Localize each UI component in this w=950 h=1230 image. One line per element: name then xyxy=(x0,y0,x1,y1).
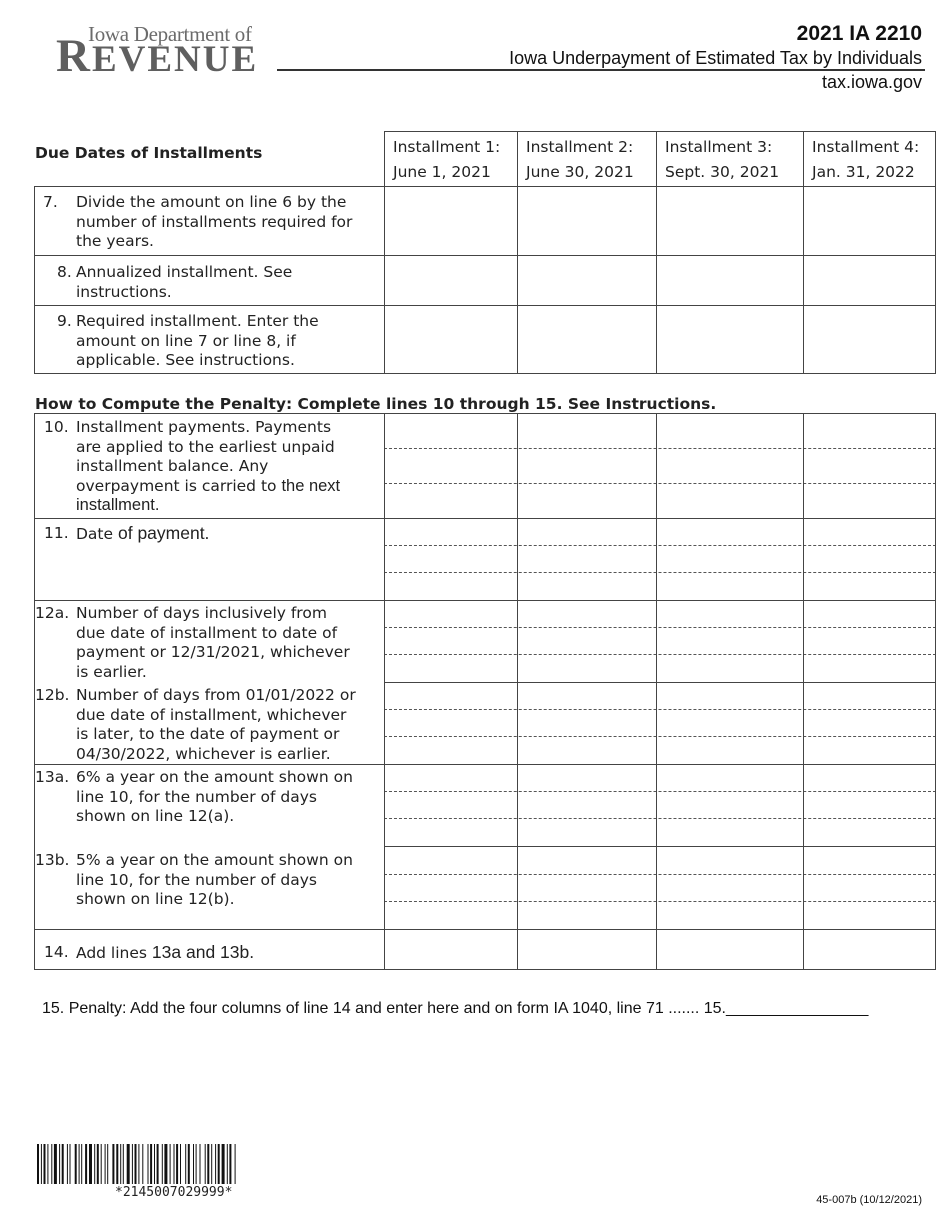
line-7-text-1: Divide the amount on line 6 by the xyxy=(76,193,347,211)
grid-line xyxy=(34,255,936,256)
line-8-text-1: Annualized installment. See xyxy=(76,263,293,281)
barcode-bar xyxy=(79,1144,80,1184)
grid-line xyxy=(34,518,936,519)
barcode-bar xyxy=(218,1144,220,1184)
installment-4-label: Installment 4: xyxy=(812,138,920,156)
barcode-bar xyxy=(67,1144,68,1184)
installment-2-label: Installment 2: xyxy=(526,138,634,156)
line-10-text-1: Installment payments. Payments xyxy=(76,418,332,436)
line-13b-text-1: 5% a year on the amount shown on xyxy=(76,851,353,869)
line-7-text-3: the years. xyxy=(76,232,154,250)
entry-line xyxy=(384,627,936,628)
barcode-bar xyxy=(54,1144,57,1184)
line-10-text-4a: overpayment is carried to xyxy=(76,476,282,495)
barcode-bar xyxy=(196,1144,197,1184)
line-12a-label xyxy=(76,604,350,682)
grid-line xyxy=(656,131,657,373)
installment-1-date: June 1, 2021 xyxy=(393,163,491,181)
barcode-bar xyxy=(89,1144,92,1184)
agency-logo xyxy=(56,31,258,85)
installment-4-header xyxy=(812,135,919,185)
grid-line xyxy=(384,413,385,969)
grid-line xyxy=(34,373,936,374)
entry-line xyxy=(384,545,936,546)
grid-line xyxy=(34,186,35,373)
line-9-text-3: applicable. See instructions. xyxy=(76,351,295,369)
entry-line xyxy=(384,654,936,655)
line-13a-label xyxy=(76,768,353,827)
line-12a-text-3: payment or 12/31/2021, whichever xyxy=(76,643,350,661)
installment-2-date: June 30, 2021 xyxy=(526,163,634,181)
line-10-text-5: installment. xyxy=(76,496,160,514)
barcode-bar xyxy=(138,1144,139,1184)
line-15: 15. Penalty: Add the four columns of line 14 and enter here and on form IA 1040, line 71 ....... 15.________________ xyxy=(42,1000,869,1017)
barcode-bar xyxy=(193,1144,194,1184)
grid-line xyxy=(34,600,936,601)
line-10-text-2: are applied to the earliest unpaid xyxy=(76,437,335,456)
line-10-text-4 xyxy=(76,477,340,497)
line-13b-text-2: line 10, for the number of days xyxy=(76,870,317,889)
grid-line xyxy=(656,413,657,969)
line-13b-number: 13b. xyxy=(35,851,70,869)
grid-line xyxy=(34,764,936,765)
entry-line xyxy=(384,874,936,875)
barcode-bar xyxy=(123,1144,124,1184)
grid-line xyxy=(935,131,936,373)
entry-line xyxy=(384,901,936,902)
barcode-bar xyxy=(222,1144,225,1184)
barcode-bar xyxy=(70,1144,71,1184)
grid-line xyxy=(803,131,804,373)
grid-line xyxy=(34,413,936,414)
grid-line xyxy=(34,929,936,930)
line-11-text-b: of payment. xyxy=(117,523,210,543)
barcode-bar xyxy=(107,1144,108,1184)
barcode-bar xyxy=(185,1144,186,1184)
penalty-heading: How to Compute the Penalty: Complete lines 10 through 15. See Instructions. xyxy=(35,395,717,413)
installment-3-date: Sept. 30, 2021 xyxy=(665,163,780,181)
entry-line xyxy=(384,818,936,819)
logo-initial: R xyxy=(56,30,92,82)
barcode-bar xyxy=(41,1144,42,1184)
grid-line xyxy=(517,131,518,373)
barcode-bar xyxy=(116,1144,118,1184)
due-dates-heading: Due Dates of Installments xyxy=(35,144,263,162)
line-12b-number: 12b. xyxy=(35,686,70,704)
barcode-bar xyxy=(75,1144,77,1184)
barcode-bar xyxy=(188,1144,190,1184)
grid-line xyxy=(34,186,936,187)
installment-3-label: Installment 3: xyxy=(665,138,773,156)
barcode-bar xyxy=(157,1144,159,1184)
line-12b-text-3: is later, to the date of payment or xyxy=(76,725,340,743)
grid-line xyxy=(384,131,936,132)
barcode-bar xyxy=(37,1144,39,1184)
installment-4-date: Jan. 31, 2022 xyxy=(812,163,915,181)
line-12a-number: 12a. xyxy=(35,604,70,622)
grid-line xyxy=(935,413,936,969)
line-10-label xyxy=(76,418,340,516)
form-number: 45-007b (10/12/2021) xyxy=(816,1194,922,1206)
grid-line xyxy=(517,413,518,969)
barcode-bar xyxy=(44,1144,46,1184)
grid-line xyxy=(34,305,936,306)
line-7-label xyxy=(76,193,352,252)
barcode-bar xyxy=(120,1144,121,1184)
barcode-bar xyxy=(164,1144,167,1184)
barcode-bar xyxy=(207,1144,209,1184)
barcode-bar xyxy=(235,1144,236,1184)
barcode-bar xyxy=(59,1144,60,1184)
entry-line xyxy=(384,448,936,449)
barcode-bar xyxy=(227,1144,228,1184)
grid-line xyxy=(803,413,804,969)
installment-1-header xyxy=(393,135,500,185)
barcode-bar xyxy=(180,1144,181,1184)
line-8-number: 8. xyxy=(57,263,72,281)
entry-line xyxy=(384,709,936,710)
line-9-text-2: amount on line 7 or line 8, if xyxy=(76,331,296,350)
line-9-number: 9. xyxy=(57,312,72,330)
barcode-bar xyxy=(142,1144,143,1184)
barcode-bar xyxy=(51,1144,52,1184)
line-13a-number: 13a. xyxy=(35,768,70,786)
line-10-text-4b: the next xyxy=(281,476,341,495)
barcode-bar xyxy=(112,1144,114,1184)
line-10-number: 10. xyxy=(44,418,69,436)
barcode-bar xyxy=(135,1144,137,1184)
grid-line xyxy=(384,131,385,373)
entry-line xyxy=(384,483,936,484)
barcode-number: *2145007029999* xyxy=(115,1185,233,1200)
barcode-bar xyxy=(174,1144,175,1184)
barcode-bar xyxy=(148,1144,149,1184)
line-12a-text-1: Number of days inclusively from xyxy=(76,604,327,622)
barcode-bar xyxy=(97,1144,99,1184)
line-12b-text-4: 04/30/2022, whichever is earlier. xyxy=(76,744,331,763)
barcode-bar xyxy=(176,1144,178,1184)
barcode-bar xyxy=(205,1144,206,1184)
installment-1-label: Installment 1: xyxy=(393,138,501,156)
line-11-label xyxy=(76,524,209,545)
line-14-number: 14. xyxy=(44,943,69,961)
line-8-label xyxy=(76,263,292,302)
barcode-bar xyxy=(170,1144,171,1184)
line-7-number: 7. xyxy=(43,193,58,211)
website: tax.iowa.gov xyxy=(821,72,922,92)
logo-rest: EVENUE xyxy=(91,39,259,80)
grid-line xyxy=(34,969,936,970)
entry-line xyxy=(384,736,936,737)
line-13a-text-3: shown on line 12(a). xyxy=(76,807,235,825)
barcode-bar xyxy=(105,1144,106,1184)
grid-line xyxy=(384,846,936,847)
line-9-text-1: Required installment. Enter the xyxy=(76,312,319,330)
barcode-bar xyxy=(94,1144,95,1184)
barcode-bar xyxy=(62,1144,64,1184)
line-14-text-b: 13a and 13b. xyxy=(151,942,255,962)
barcode-bar xyxy=(85,1144,87,1184)
header-rule xyxy=(277,69,925,71)
line-11-text-a: Date xyxy=(76,525,118,543)
line-14-label xyxy=(76,943,254,964)
line-10-text-3: installment balance. Any xyxy=(76,457,269,475)
form-title: Iowa Underpayment of Estimated Tax by Individuals xyxy=(509,48,922,68)
barcode xyxy=(37,1144,317,1184)
line-11-number: 11. xyxy=(44,524,69,542)
line-12b-text-2: due date of installment, whichever xyxy=(76,705,347,724)
barcode-bar xyxy=(47,1144,48,1184)
barcode-bar xyxy=(127,1144,130,1184)
barcode-bar xyxy=(154,1144,155,1184)
line-13b-text-3: shown on line 12(b). xyxy=(76,890,235,908)
barcode-bar xyxy=(215,1144,216,1184)
barcode-bar xyxy=(162,1144,163,1184)
line-14-text-a: Add lines xyxy=(76,944,152,962)
line-13a-text-2: line 10, for the number of days xyxy=(76,787,317,806)
agency-name-top: Iowa Department of xyxy=(88,22,252,46)
line-8-text-2: instructions. xyxy=(76,282,172,301)
line-13b-label xyxy=(76,851,353,910)
barcode-bar xyxy=(200,1144,201,1184)
line-7-text-2: number of installments required for xyxy=(76,212,353,231)
line-9-label xyxy=(76,312,319,371)
entry-line xyxy=(384,572,936,573)
line-13a-text-1: 6% a year on the amount shown on xyxy=(76,768,353,786)
line-12a-text-2: due date of installment to date of xyxy=(76,623,338,642)
form-id: 2021 IA 2210 xyxy=(796,22,922,45)
barcode-bar xyxy=(132,1144,133,1184)
grid-line xyxy=(384,682,936,683)
barcode-bar xyxy=(81,1144,82,1184)
barcode-bar xyxy=(211,1144,212,1184)
installment-3-header xyxy=(665,135,779,185)
line-12a-text-4: is earlier. xyxy=(76,662,147,681)
line-12b-text-1: Number of days from 01/01/2022 or xyxy=(76,686,356,704)
barcode-bar xyxy=(150,1144,152,1184)
barcode-bar xyxy=(101,1144,102,1184)
installment-2-header xyxy=(526,135,634,185)
line-12b-label xyxy=(76,686,356,764)
barcode-bar xyxy=(229,1144,231,1184)
entry-line xyxy=(384,791,936,792)
